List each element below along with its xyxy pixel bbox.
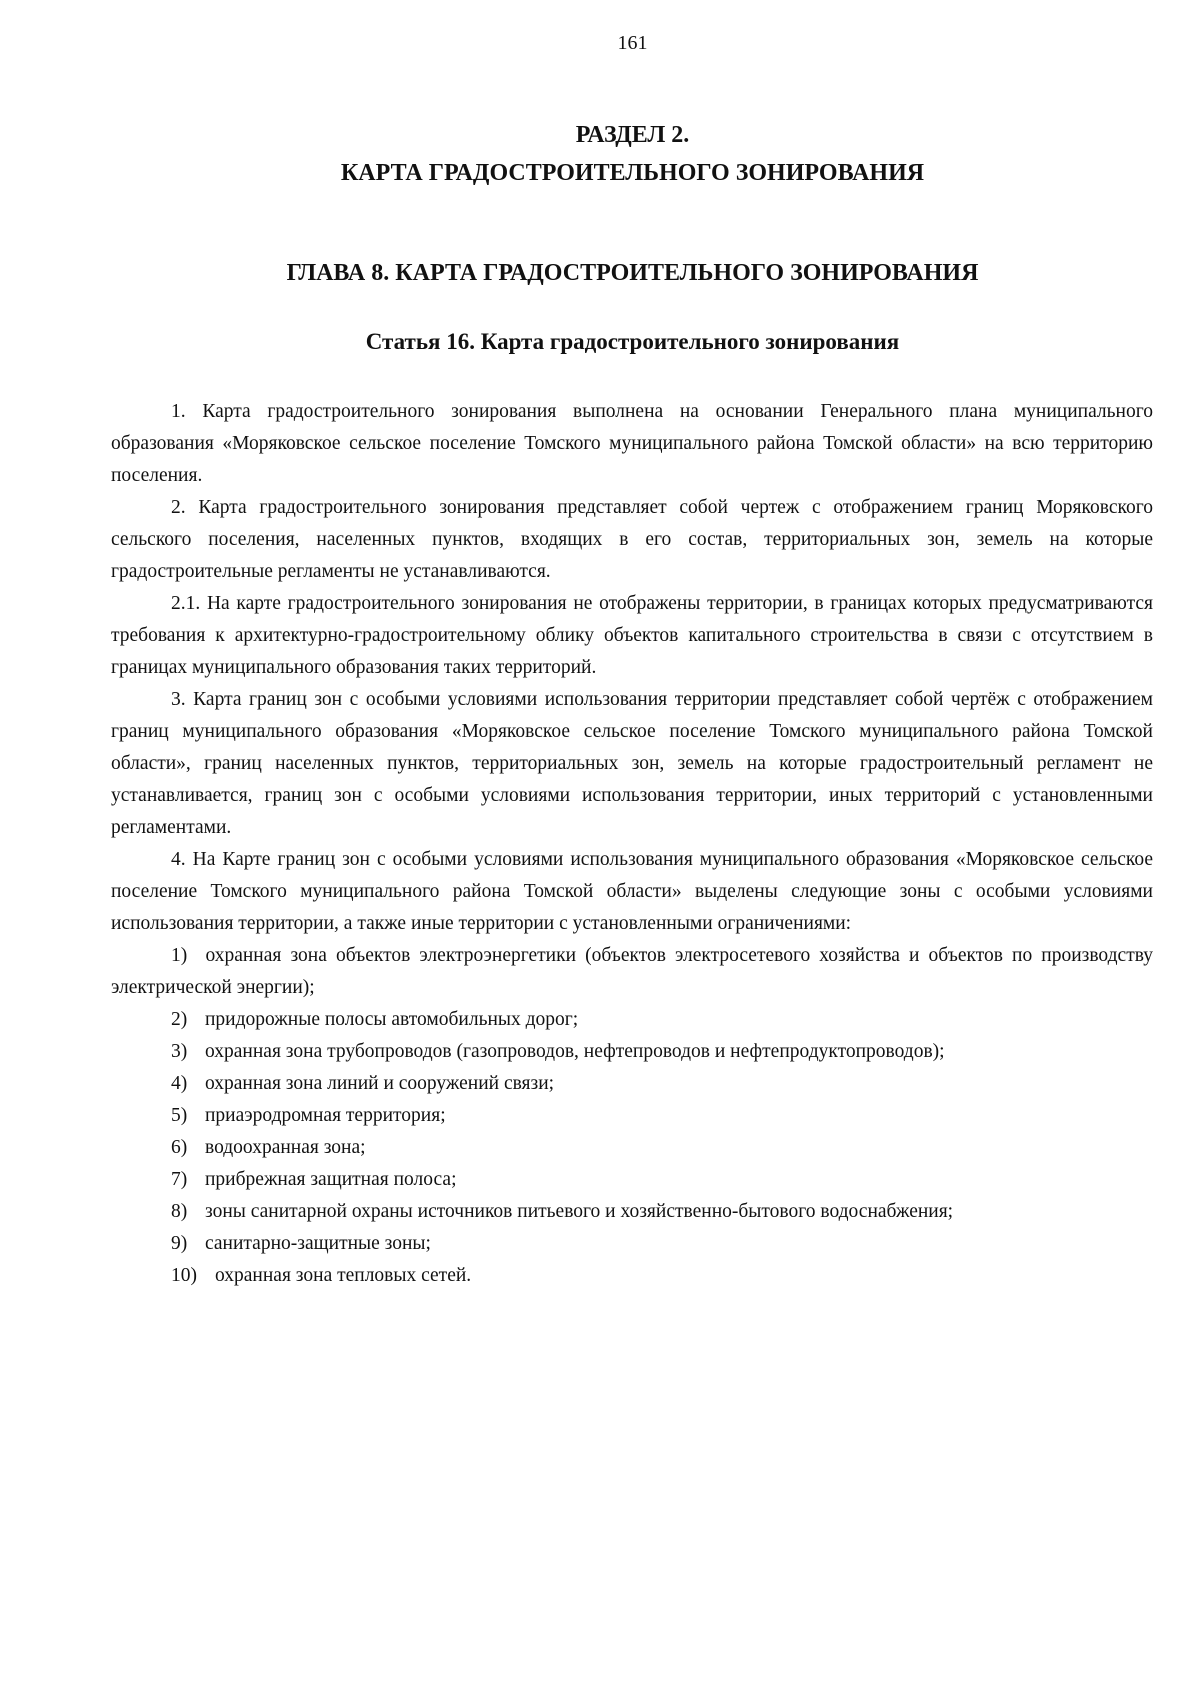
list-item-number: 1) [171, 945, 188, 966]
list-item [111, 1068, 1153, 1100]
list-item-text: охранная зона линий и сооружений связи; [205, 1073, 555, 1094]
list-item [111, 1036, 1153, 1068]
list-item [111, 1228, 1153, 1260]
list-item-text: охранная зона тепловых сетей. [215, 1265, 472, 1286]
paragraph-3: 3. Карта границ зон с особыми условиями использования территории представляет собой чертёж с отображением границ муниципального образования «Моряковское сельское поселение Томского муниципального района Томской области», границ населенных пунктов, территориальных зон, земель на которые градостроительный регламент не устанавливается, границ зон с особыми условиями использования территории, иных территорий с установленными регламентами. [111, 689, 1153, 838]
list-item [111, 1164, 1153, 1196]
list-item [111, 1260, 1153, 1292]
list-item-number: 5) [171, 1105, 188, 1126]
list-item-number: 2) [171, 1009, 188, 1030]
list-item-text: охранная зона объектов электроэнергетики (объектов электросетевого хозяйства и объектов по производству электрической энергии); [111, 945, 1154, 998]
paragraph-4: 4. На Карте границ зон с особыми условиями использования муниципального образования «Моряковское сельское поселение Томского муниципального района Томской области» выделены следующие зоны с особыми условиями использования территории, а также иные территории с установленными ограничениями: [111, 849, 1153, 934]
article-heading: Статья 16. Карта градостроительного зонирования [365, 329, 900, 354]
list-item-text: санитарно-защитные зоны; [205, 1233, 431, 1254]
list-item [111, 940, 1153, 1004]
list-item-text: приаэродромная территория; [205, 1105, 446, 1126]
list-item-text: охранная зона трубопроводов (газопроводов, нефтепроводов и нефтепродуктопроводов); [205, 1041, 945, 1062]
paragraph-2-1: 2.1. На карте градостроительного зонирования не отображены территории, в границах которых предусматриваются требования к архитектурно-градостроительному облику объектов капитального строительства в связи с отсутствием в границах муниципального образования таких территорий. [111, 593, 1153, 678]
list-item [111, 1100, 1153, 1132]
list-item-text: водоохранная зона; [205, 1137, 366, 1158]
list-item [111, 1196, 1153, 1228]
list-item-number: 7) [171, 1169, 188, 1190]
list-item-text: зоны санитарной охраны источников питьевого и хозяйственно-бытового водоснабжения; [205, 1201, 954, 1222]
section-heading-line-1: РАЗДЕЛ 2. [575, 122, 690, 148]
section-heading [0, 116, 1200, 192]
list-item-text: прибрежная защитная полоса; [205, 1169, 457, 1190]
chapter-heading: ГЛАВА 8. КАРТА ГРАДОСТРОИТЕЛЬНОГО ЗОНИРОВАНИЯ [286, 260, 979, 286]
list-item-number: 10) [171, 1265, 197, 1286]
list-item-number: 8) [171, 1201, 188, 1222]
paragraph-1: 1. Карта градостроительного зонирования выполнена на основании Генерального плана муниципального образования «Моряковское сельское поселение Томского муниципального района Томской области» на всю территорию поселения. [111, 401, 1153, 486]
list-item-number: 6) [171, 1137, 188, 1158]
list-item [111, 1132, 1153, 1164]
list-item [111, 1004, 1153, 1036]
list-item-number: 4) [171, 1073, 188, 1094]
page-number: 161 [617, 32, 648, 54]
section-heading-line-2: КАРТА ГРАДОСТРОИТЕЛЬНОГО ЗОНИРОВАНИЯ [340, 160, 925, 186]
list-item-number: 9) [171, 1233, 188, 1254]
list-item-number: 3) [171, 1041, 188, 1062]
body-text [111, 396, 1153, 1292]
list-item-text: придорожные полосы автомобильных дорог; [205, 1009, 579, 1030]
paragraph-2: 2. Карта градостроительного зонирования представляет собой чертеж с отображением границ Моряковского сельского поселения, населенных пунктов, входящих в его состав, территориальных зон, земель на которые градостроительные регламенты не устанавливаются. [111, 497, 1153, 582]
